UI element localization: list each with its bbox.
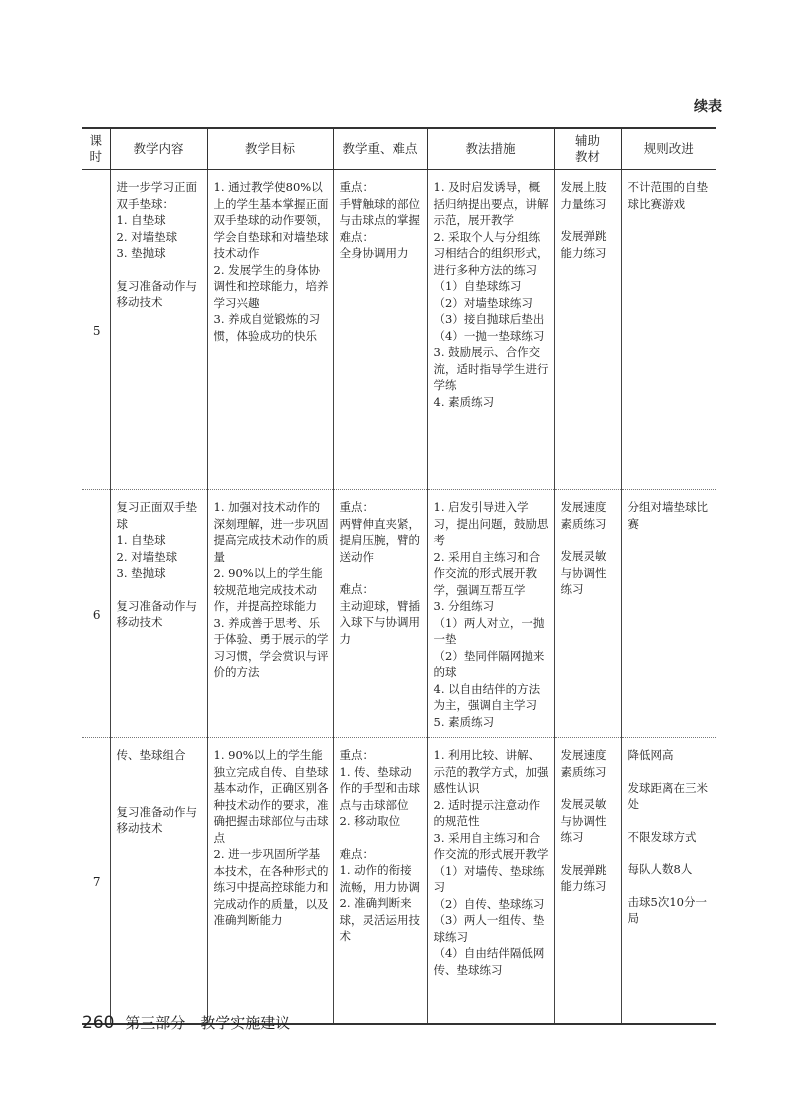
header-lesson: 课 时: [82, 128, 110, 170]
lesson-number: 5: [82, 170, 110, 490]
aux-text: 发展速度素质练习: [560, 748, 607, 779]
rules-text: 发球距离在三米处: [627, 780, 708, 811]
difficulty-text: 难点： 全身协调用力: [339, 229, 409, 260]
rules-text: 每队人数8人: [627, 862, 693, 876]
content-text: 复习准备动作与移动技术: [116, 598, 197, 629]
rules-cell: [621, 170, 716, 490]
header-methods: 教法措施: [427, 128, 554, 170]
methods-text: 1. 启发引导进入学习，提出问题，鼓励思考 2. 采用自主练习和合作交流的形式展开教学，强调互帮互学 3. 分组练习 （1）两人对立，一抛一垫 （2）垫同伴隔网抛来的球 4. 以自由结伴的方法为主，强调自主学习 5. 素质练习: [433, 500, 549, 729]
header-aux: 辅助 教材: [554, 128, 621, 170]
aux-text: 发展灵敏与协调性练习: [560, 549, 607, 596]
content-text: 复习正面双手垫球 1. 自垫球 2. 对墙垫球 3. 垫抛球: [116, 500, 197, 580]
goals-cell: [207, 170, 333, 490]
page-number: 260: [82, 1013, 115, 1033]
goals-cell: [207, 738, 333, 1024]
aux-text: 发展弹跳能力练习: [560, 862, 607, 893]
methods-text: 1. 利用比较、讲解、示范的教学方式，加强感性认识 2. 适时提示注意动作的规范性 3. 采用自主练习和合作交流的形式展开教学 （1）对墙传、垫球练习 （2）自传、垫球练习 （3）两人一组传、垫球练习 （4）自由结伴隔低网传、垫球练习: [433, 748, 549, 977]
aux-text: 发展灵敏与协调性练习: [560, 797, 607, 844]
table-header-row: [82, 128, 716, 170]
continued-table-label: 续表: [694, 99, 722, 115]
lesson-number: 7: [82, 738, 110, 1024]
goals-cell: [207, 490, 333, 738]
keys-cell: [333, 738, 427, 1024]
goals-text: 1. 通过教学使80%以上的学生基本掌握正面双手垫球的动作要领，学会自垫球和对墙垫球技术动作 2. 发展学生的身体协调性和控球能力，培养学习兴趣 3. 养成自觉锻炼的习惯，体验成功的快乐: [213, 180, 329, 343]
content-text: 复习准备动作与移动技术: [116, 278, 197, 309]
rules-text: 击球5次10分一局: [627, 894, 707, 925]
keys-cell: [333, 170, 427, 490]
content-text: 传、垫球组合: [116, 748, 186, 762]
aux-cell: [554, 170, 621, 490]
aux-text: 发展速度素质练习: [560, 500, 607, 531]
table-row: [82, 490, 716, 738]
aux-text: 发展弹跳能力练习: [560, 229, 607, 260]
header-rules: 规则改进: [621, 128, 716, 170]
table-row: [82, 170, 716, 490]
lesson-number: 6: [82, 490, 110, 738]
header-content: 教学内容: [110, 128, 207, 170]
content-cell: [110, 170, 207, 490]
methods-cell: [427, 490, 554, 738]
page-footer: [82, 1012, 290, 1033]
aux-text: 发展上肢力量练习: [560, 180, 607, 211]
goals-text: 1. 90%以上的学生能独立完成自传、自垫球基本动作，正确区别各种技术动作的要求，准确把握击球部位与击球点 2. 进一步巩固所学基本技术，在各种形式的练习中提高控球能力和完成动作的质量，以及准确判断能力: [213, 748, 329, 927]
rules-text: 降低网高: [627, 748, 674, 762]
content-text: 进一步学习正面双手垫球： 1. 自垫球 2. 对墙垫球 3. 垫抛球: [116, 180, 197, 260]
methods-text: 1. 及时启发诱导，概括归纳提出要点，讲解示范，展开教学 2. 采取个人与分组练习相结合的组织形式，进行多种方法的练习 （1）自垫球练习 （2）对墙垫球练习 （3）接自抛球后垫出 （4）一抛一垫球练习 3. 鼓励展示、合作交流，适时指导学生进行学练 4. 素质练习: [433, 180, 549, 409]
methods-cell: [427, 170, 554, 490]
content-cell: [110, 490, 207, 738]
rules-text: 不计范围的自垫球比赛游戏: [627, 180, 708, 211]
methods-cell: [427, 738, 554, 1024]
lesson-plan-table: [82, 127, 716, 1025]
key-point-text: 重点： 手臂触球的部位与击球点的掌握: [339, 180, 420, 227]
difficulty-text: 难点： 1. 动作的衔接流畅，用力协调 2. 准确判断来球，灵活运用技术: [339, 846, 420, 943]
rules-text: 分组对墙垫球比赛: [627, 500, 708, 531]
aux-cell: [554, 738, 621, 1024]
goals-text: 1. 加强对技术动作的深刻理解，进一步巩固提高完成技术动作的质量 2. 90%以上的学生能较规范地完成技术动作，并提高控球能力 3. 养成善于思考、乐于体验、勇于展示的学习习惯，学会赏识与评价的方法: [213, 500, 329, 679]
lesson-plan-table-container: [82, 127, 716, 1025]
section-title: 第三部分 教学实施建议: [125, 1014, 291, 1032]
header-goals: 教学目标: [207, 128, 333, 170]
content-text: 复习准备动作与移动技术: [116, 804, 197, 835]
header-keys: 教学重、难点: [333, 128, 427, 170]
content-cell: [110, 738, 207, 1024]
table-row: [82, 738, 716, 1024]
keys-cell: [333, 490, 427, 738]
key-point-text: 重点： 两臂伸直夹紧，提肩压腕，臂的送动作: [339, 500, 420, 564]
rules-cell: [621, 738, 716, 1024]
key-point-text: 重点： 1. 传、垫球动作的手型和击球点与击球部位 2. 移动取位: [339, 748, 420, 828]
rules-text: 不限发球方式: [627, 829, 697, 844]
difficulty-text: 难点： 主动迎球，臂插入球下与协调用力: [339, 582, 420, 646]
rules-cell: [621, 490, 716, 738]
aux-cell: [554, 490, 621, 738]
